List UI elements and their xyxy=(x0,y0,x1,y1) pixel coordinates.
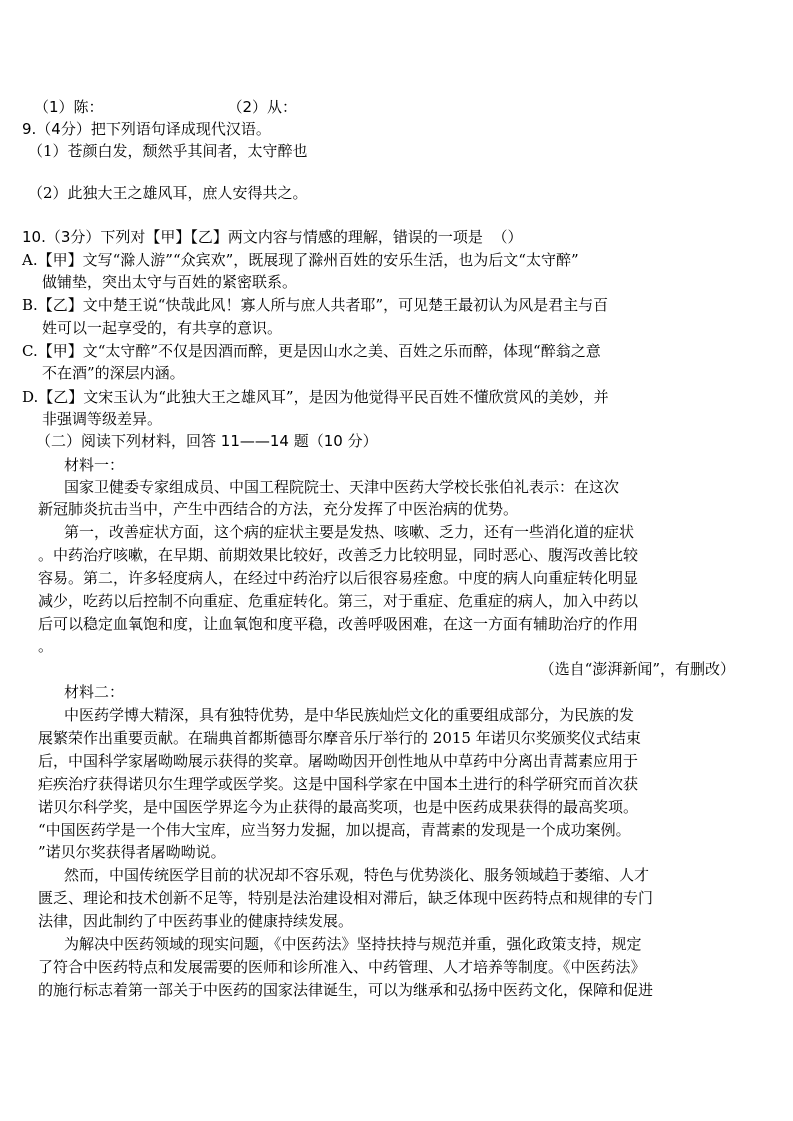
material-1-paragraph: 后可以稳定血氧饱和度，让血氧饱和度平稳，改善呼吸困难，在这一方面有辅助治疗的作用 xyxy=(38,615,639,633)
material-1-paragraph: 国家卫健委专家组成员、中国工程院院士、天津中医药大学校长张伯礼表示：在这次 xyxy=(64,478,620,496)
material-1-paragraph: 容易。第二，许多轻度病人，在经过中药治疗以后很容易痊愈。中度的病人向重症转化明显 xyxy=(38,569,639,587)
material-1-source: （选自“澎湃新闻”，有删改） xyxy=(539,660,735,678)
q10-option-c: C.【甲】文“太守醉”不仅是因酒而醉，更是因山水之美、百姓之乐而醉，体现“醉翁之意 xyxy=(22,342,601,360)
q10-option-d-cont: 非强调等级差异。 xyxy=(42,410,163,428)
material-2-paragraph: 中医药学博大精深，具有独特优势，是中华民族灿烂文化的重要组成部分，为民族的发 xyxy=(64,706,635,724)
q10-option-b-cont: 姓可以一起享受的，有共享的意识。 xyxy=(42,319,283,337)
q8-blanks: （1）陈： （2）从： xyxy=(34,98,298,116)
material-1-paragraph: 。中药治疗咳嗽，在早期、前期效果比较好，改善乏力比较明显，同时恶心、腹泻改善比较 xyxy=(38,546,639,564)
material-1-paragraph: 第一，改善症状方面，这个病的症状主要是发热、咳嗽、乏力，还有一些消化道的症状 xyxy=(64,523,635,541)
material-2-paragraph: “中国医药学是一个伟大宝库，应当努力发掘，加以提高，青蒿素的发现是一个成功案例。 xyxy=(38,821,631,839)
material-1-label: 材料一： xyxy=(64,456,125,474)
q9-heading: 9.（4分）把下列语句译成现代汉语。 xyxy=(22,120,271,138)
material-1-paragraph: 。 xyxy=(38,637,54,655)
material-2-paragraph: 了符合中医药特点和发展需要的医师和诊所准入、中药管理、人才培养等制度。《中医药法》 xyxy=(38,958,646,976)
material-1-paragraph: 新冠肺炎抗击当中，产生中西结合的方法，充分发挥了中医治病的优势。 xyxy=(38,500,519,518)
material-2-paragraph: 诺贝尔科学奖，是中国医学界迄今为止获得的最高奖项，也是中医药成果获得的最高奖项。 xyxy=(38,798,639,816)
material-2-paragraph: 展繁荣作出重要贡献。在瑞典首都斯德哥尔摩音乐厅举行的 2015 年诺贝尔奖颁奖仪式结束 xyxy=(38,729,641,747)
q9-sentence-1: （1）苍颜白发，颓然乎其间者，太守醉也 xyxy=(28,142,308,160)
q10-option-c-cont: 不在酒”的深层内涵。 xyxy=(42,364,185,382)
q10-option-b: B.【乙】文中楚王说“快哉此风！寡人所与庶人共者耶”，可见楚王最初认为风是君主与百 xyxy=(22,296,609,314)
material-1-paragraph: 减少，吃药以后控制不向重症、危重症转化。第三，对于重症、危重症的病人，加入中药以 xyxy=(38,592,639,610)
q10-option-a-cont: 做铺垫，突出太守与百姓的紧密联系。 xyxy=(42,273,298,291)
material-2-paragraph: ”诺贝尔奖获得者屠呦呦说。 xyxy=(38,843,226,861)
material-2-label: 材料二： xyxy=(64,683,125,701)
material-2-paragraph: 疟疾治疗获得诺贝尔生理学或医学奖。这是中国科学家在中国本土进行的科学研究而首次获 xyxy=(38,775,639,793)
q10-option-d: D.【乙】文宋玉认为“此独大王之雄风耳”，是因为他觉得平民百姓不懂欣赏风的美妙，并 xyxy=(22,388,609,406)
material-2-paragraph: 后，中国科学家屠呦呦展示获得的奖章。屠呦呦因开创性地从中草药中分离出青蒿素应用于 xyxy=(38,752,639,770)
section-2-heading: （二）阅读下列材料，回答 11——14 题（10 分） xyxy=(36,432,378,450)
material-2-paragraph: 然而，中国传统医学目前的状况却不容乐观，特色与优势淡化、服务领域趋于萎缩、人才 xyxy=(64,866,650,884)
material-2-paragraph: 为解决中医药领域的现实问题，《中医药法》坚持扶持与规范并重，强化政策支持，规定 xyxy=(64,935,642,953)
q10-option-a: A.【甲】文写“滁人游”“众宾欢”，既展现了滁州百姓的安乐生活，也为后文“太守醉” xyxy=(22,251,579,269)
q10-heading: 10.（3分）下列对【甲】【乙】两文内容与情感的理解，错误的一项是 （） xyxy=(22,228,523,246)
material-2-paragraph: 的施行标志着第一部关于中医药的国家法律诞生，可以为继承和弘扬中医药文化，保障和促进 xyxy=(38,981,654,999)
q9-sentence-2: （2）此独大王之雄风耳，庶人安得共之。 xyxy=(28,184,308,202)
material-2-paragraph: 法律，因此制约了中医药事业的健康持续发展。 xyxy=(38,912,354,930)
material-2-paragraph: 匮乏、理论和技术创新不足等，特别是法治建设相对滞后，缺乏体现中医药特点和规律的专门 xyxy=(38,889,654,907)
